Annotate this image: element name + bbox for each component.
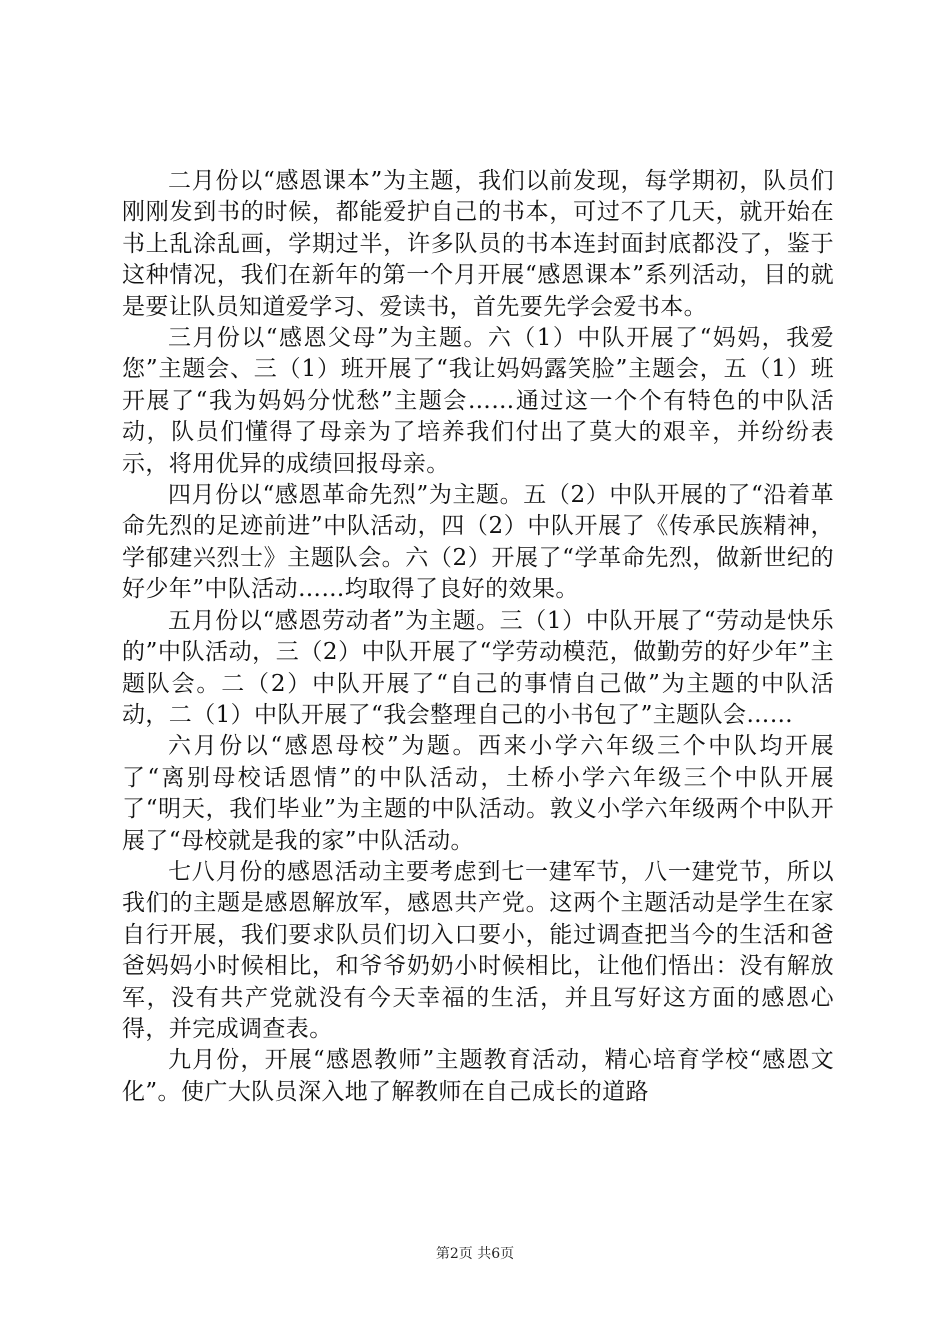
paragraph-may: 五月份以“感恩劳动者”为主题。三（1）中队开展了“劳动是快乐的”中队活动，三（2）中队开展了“学劳动模范，做勤劳的好少年”主题队会。二（2）中队开展了“自己的事情自己做”为主题的中队活动，二（1）中队开展了“我会整理自己的小书包了”主题队会…… xyxy=(122,607,834,728)
page-number-footer: 第2页 共6页 xyxy=(435,1246,515,1262)
paragraph-september: 九月份，开展“感恩教师”主题教育活动，精心培育学校“感恩文化”。使广大队员深入地了解教师在自己成长的道路 xyxy=(122,1047,834,1105)
paragraph-april: 四月份以“感恩革命先烈”为主题。五（2）中队开展的了“沿着革命先烈的足迹前进”中队活动，四（2）中队开展了《传承民族精神，学郁建兴烈士》主题队会。六（2）开展了“学革命先烈，做新世纪的好少年”中队活动……均取得了良好的效果。 xyxy=(122,482,834,603)
paragraph-february: 二月份以“感恩课本”为主题，我们以前发现，每学期初，队员们刚刚发到书的时候，都能爱护自己的书本，可过不了几天，就开始在书上乱涂乱画，学期过半，许多队员的书本连封面封底都没了，鉴于这种情况，我们在新年的第一个月开展“感恩课本”系列活动，目的就是要让队员知道爱学习、爱读书，首先要先学会爱书本。 xyxy=(122,168,834,320)
paragraph-march: 三月份以“感恩父母”为主题。六（1）中队开展了“妈妈，我爱您”主题会、三（1）班开展了“我让妈妈露笑脸”主题会，五（1）班开展了“我为妈妈分忧愁”主题会……通过这一个个有特色的中队活动，队员们懂得了母亲为了培养我们付出了莫大的艰辛，并纷纷表示，将用优异的成绩回报母亲。 xyxy=(122,325,834,477)
document-body xyxy=(122,166,834,1108)
paragraph-july-august: 七八月份的感恩活动主要考虑到七一建军节，八一建党节，所以我们的主题是感恩解放军，感恩共产党。这两个主题活动是学生在家自行开展，我们要求队员们切入口要小，能过调查把当今的生活和爸爸妈妈小时候相比，和爷爷奶奶小时候相比，让他们悟出：没有解放军，没有共产党就没有今天幸福的生活，并且写好这方面的感恩心得，并完成调查表。 xyxy=(122,858,834,1042)
paragraph-june: 六月份以“感恩母校”为题。西来小学六年级三个中队均开展了“离别母校话恩情”的中队活动，土桥小学六年级三个中队开展了“明天，我们毕业”为主题的中队活动。敦义小学六年级两个中队开展了“母校就是我的家”中队活动。 xyxy=(122,733,834,854)
